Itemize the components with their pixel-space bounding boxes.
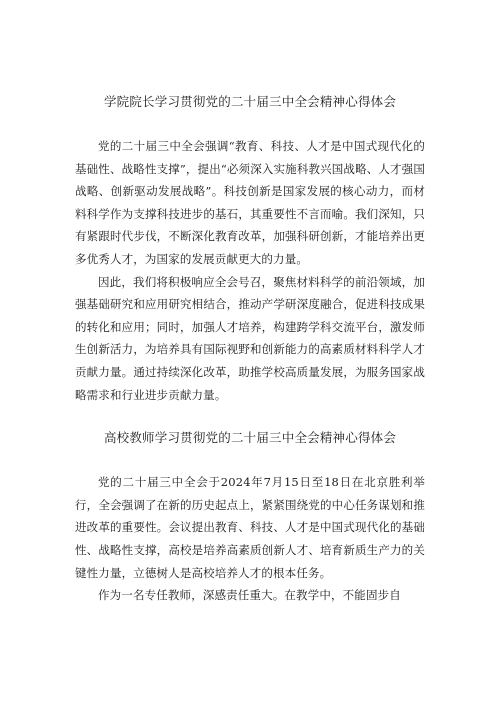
paragraph: 党的二十届三中全会于2024年7月15日至18日在北京胜利举行，全会强调了在新的历史起点上，紧紧围绕党的中心任务谋划和推进改革的重要性。会议提出教育、科技、人才是中国式现代化的基础性、战略性支撑，高校是培养高素质创新人才、培育新质生产力的关键性力量，立德树人是高校培养人才的根本任务。 xyxy=(75,475,425,580)
paragraph: 因此，我们将积极响应全会号召，聚焦材料科学的前沿领域，加强基础研究和应用研究相结合，推动产学研深度融合，促进科技成果的转化和应用；同时，加强人才培养，构建跨学科交流平台，激发师生创新活力，为培养具有国际视野和创新能力的高素质材料科学人才贡献力量。通过持续深化改革，助推学校高质量发展，为服务国家战略需求和行业进步贡献力量。 xyxy=(75,274,425,402)
section-title: 学院院长学习贯彻党的二十届三中全会精神心得体会 xyxy=(103,94,397,109)
paragraph: 党的二十届三中全会强调“教育、科技、人才是中国式现代化的基础性、战略性支撑”，提出“必须深入实施科教兴国战略、人才强国战略、创新驱动发展战略”。科技创新是国家发展的核心动力，而材料科学作为支撑科技进步的基石，其重要性不言而喻。我们深知，只有紧跟时代步伐，不断深化教育改革，加强科研创新，才能培养出更多优秀人才，为国家的发展贡献更大的力量。 xyxy=(75,139,425,266)
section-body xyxy=(75,135,425,406)
section-body xyxy=(75,471,425,607)
paragraph: 作为一名专任教师，深感责任重大。在教学中，不能固步自 xyxy=(98,588,401,603)
section-title: 高校教师学习贯彻党的二十届三中全会精神心得体会 xyxy=(103,430,397,446)
